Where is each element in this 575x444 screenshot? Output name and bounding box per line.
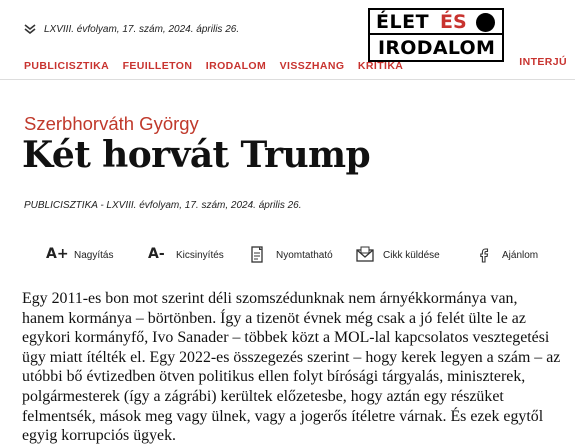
- main-nav: [24, 56, 412, 70]
- logo-dot-icon: [476, 13, 495, 32]
- nav-item-interju[interactable]: INTERJÚ: [519, 56, 567, 68]
- issue-line: LXVIII. évfolyam, 17. szám, 2024. április 26.: [44, 24, 240, 35]
- nav-divider: [0, 79, 575, 80]
- mail-icon: [355, 245, 375, 265]
- chevron-down-icon[interactable]: [24, 22, 36, 34]
- share-label: Ajánlom: [502, 249, 539, 261]
- print-icon: [248, 245, 268, 265]
- font-decrease-icon: A-: [148, 246, 165, 262]
- logo-es-text: ÉS: [440, 11, 467, 33]
- font-increase-icon: A+: [46, 246, 69, 262]
- nav-item-irodalom[interactable]: IRODALOM: [205, 60, 267, 72]
- nav-item-kritika[interactable]: KRITIKA: [357, 60, 404, 72]
- decrease-font-button[interactable]: [148, 236, 224, 274]
- print-label: Nyomtatható: [276, 249, 333, 261]
- increase-font-label: Nagyítás: [74, 249, 114, 261]
- site-logo[interactable]: [368, 8, 504, 62]
- facebook-icon: [474, 245, 494, 265]
- logo-top-row: [370, 10, 502, 35]
- article-toolbar: [0, 236, 575, 274]
- top-bar: [0, 0, 575, 59]
- send-article-label: Cikk küldése: [383, 249, 440, 261]
- send-article-button[interactable]: [355, 236, 440, 274]
- nav-item-feuilleton[interactable]: FEUILLETON: [122, 60, 193, 72]
- decrease-font-label: Kicsinyítés: [176, 249, 224, 261]
- print-button[interactable]: [248, 236, 333, 274]
- increase-font-button[interactable]: [46, 236, 113, 274]
- nav-item-publicisztika[interactable]: PUBLICISZTIKA: [24, 60, 110, 72]
- share-button[interactable]: [474, 236, 538, 274]
- article-body: Egy 2011-es bon mot szerint déli szomszédunknak nem árnyékkormánya van, hanem kormánya – börtönben. Így a tizenöt évnek még csak a jó felét ülte le az egykori kormányfő, Ivo Sanader – többek közt a MOL-lal kapcsolatos vesztegetési ügy miatt ítélték el. Egy 2022-es összegezés szerint – hogy kerek legyen a szám – az utóbbi bő évtizedben ötven politikus ellen folyt bírósági tárgyalás, miniszterek, polgármesterek (így a zágrábi) kerültek előzetesbe, hogy aztán egy részüket felmentsék, mások meg vagy ülnek, vagy a jogerős ítéletre várnak. És ezek egytől egyig korrupciós ügyek.: [22, 290, 561, 444]
- nav-item-visszhang[interactable]: VISSZHANG: [279, 60, 345, 72]
- logo-elet-text: ÉLET: [376, 11, 430, 33]
- article-author[interactable]: Szerbhorváth György: [24, 113, 199, 134]
- article-meta: PUBLICISZTIKA - LXVIII. évfolyam, 17. szám, 2024. április 26.: [24, 200, 302, 211]
- logo-irodalom-text: IRODALOM: [378, 37, 496, 59]
- article-title: Két horvát Trump: [22, 134, 371, 176]
